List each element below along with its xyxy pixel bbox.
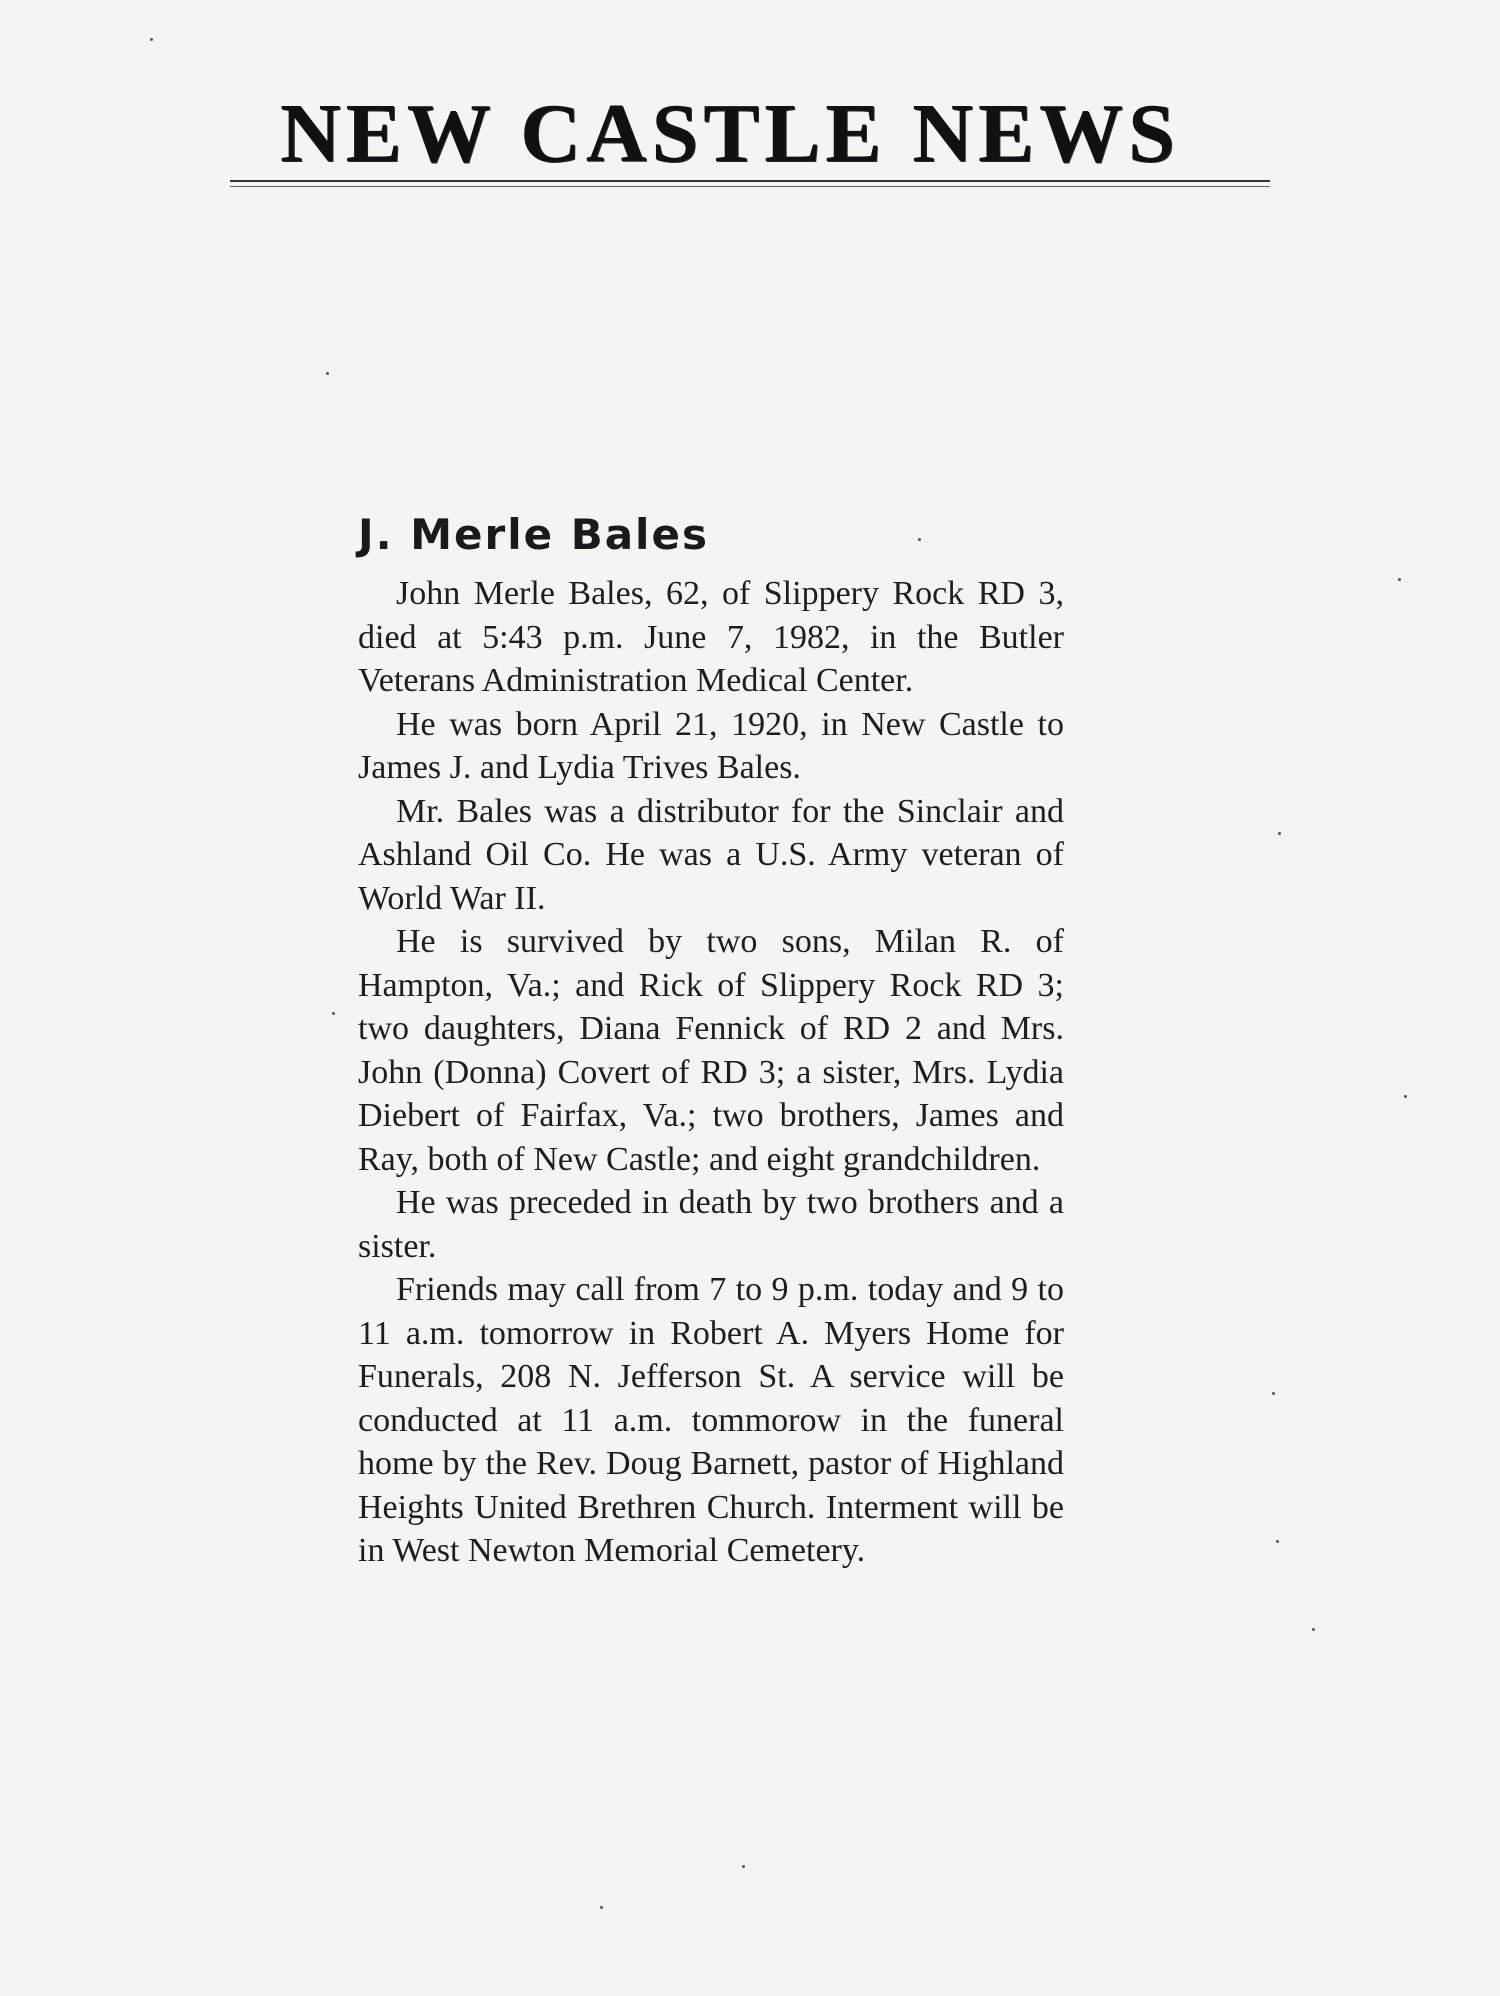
masthead-rule bbox=[230, 180, 1270, 182]
newspaper-title: NEW CASTLE NEWS bbox=[280, 87, 1180, 180]
obituary-paragraph: Mr. Bales was a distributor for the Sinclair and Ashland Oil Co. He was a U.S. Army veteran of World War II. bbox=[358, 792, 1064, 917]
obituary-headline: J. Merle Bales bbox=[358, 510, 709, 559]
paper-speck bbox=[1312, 1628, 1315, 1631]
paper-speck bbox=[742, 1865, 745, 1868]
paper-speck bbox=[332, 1012, 335, 1015]
paper-speck bbox=[1276, 1540, 1279, 1543]
paper-speck bbox=[918, 538, 921, 541]
obituary-paragraph: He was born April 21, 1920, in New Castle to James J. and Lydia Trives Bales. bbox=[358, 705, 1064, 787]
paper-speck bbox=[1272, 1392, 1275, 1395]
paper-speck bbox=[326, 372, 329, 375]
paper-speck bbox=[1404, 1095, 1407, 1098]
obituary-paragraph: He is survived by two sons, Milan R. of Hampton, Va.; and Rick of Slippery Rock RD 3; two daughters, Diana Fennick of RD 2 and Mrs. John (Donna) Covert of RD 3; a sister, Mrs. Lydia Diebert of Fairfax, Va.; two brothers, James and Ray, both of New Castle; and eight grandchildren. bbox=[358, 923, 1064, 1178]
obituary-paragraph: Friends may call from 7 to 9 p.m. today and 9 to 11 a.m. tomorrow in Robert A. Myers Home for Funerals, 208 N. Jefferson St. A service will be conducted at 11 a.m. tommorow in the funeral home by the Rev. Doug Barnett, pastor of Highland Heights United Brethren Church. Interment will be in West Newton Memorial Cemetery. bbox=[358, 1271, 1064, 1570]
masthead-rule-thin bbox=[230, 186, 1270, 187]
obituary-paragraph: John Merle Bales, 62, of Slippery Rock RD 3, died at 5:43 p.m. June 7, 1982, in the Butler Veterans Administration Medical Center. bbox=[358, 575, 1064, 700]
obituary-body bbox=[358, 572, 1064, 1573]
paper-speck bbox=[1278, 832, 1281, 835]
paper-speck bbox=[150, 38, 153, 41]
obituary-paragraph: He was preceded in death by two brothers and a sister. bbox=[358, 1184, 1064, 1265]
paper-speck bbox=[600, 1906, 603, 1909]
masthead bbox=[230, 87, 1270, 202]
paper-speck bbox=[1398, 578, 1401, 581]
obituary-article bbox=[358, 512, 1064, 1573]
